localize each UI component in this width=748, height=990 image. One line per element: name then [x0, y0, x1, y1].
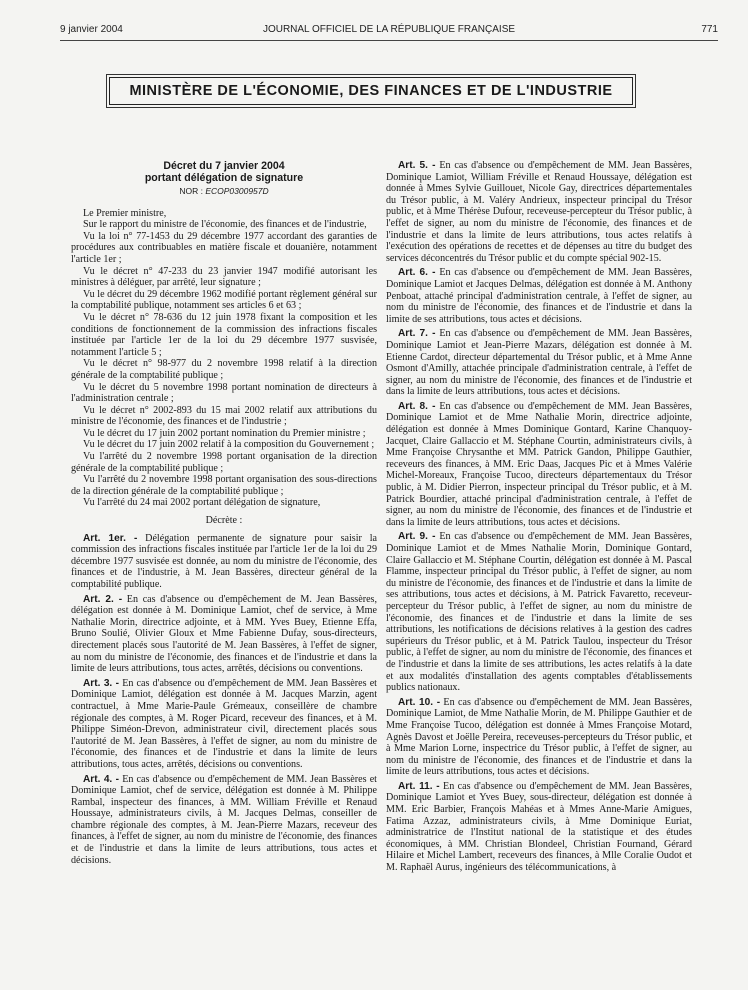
article-label: Art. 6. - — [398, 267, 436, 279]
visa-paragraph: Sur le rapport du ministre de l'économie, des finances et de l'industrie, — [83, 219, 367, 231]
visa-paragraph: Le Premier ministre, — [83, 207, 167, 219]
decree-title — [71, 160, 377, 184]
nor-reference — [71, 186, 377, 198]
article-4 — [71, 774, 377, 867]
right-column — [386, 160, 692, 874]
article-7 — [386, 328, 692, 398]
article-label: Art. 2. - — [83, 593, 123, 605]
article-text: En cas d'absence ou d'empêchement de MM. Jean Bassères et Dominique Lamiot, chef de service, délégation est donnée à M. Philippe Rambal, inspecteur des finances, à MM. William Fréville et Renaud Houssaye, administrateurs civils, à M. Jacques Delmas, conseiller de chambre régionale des comptes, à M. Jean-Pierre Mazars, receveur des finances, à l'effet de signer, au nom du ministre de l'économie, des finances et de l'industrie et dans la limite de leurs attributions, tous actes et décisions. — [71, 773, 377, 866]
article-text: En cas d'absence ou d'empêchement de MM. Jean Bassères, Dominique Lamiot et de Mme Nathalie Morin, directrice adjointe, délégation est donnée à Mmes Dominique Gontard, Karine Chanquoy-Jacquet, Claire Gallaccio et M. Stéphane Courtin, administrateurs civils, à Mme Françoise Chrysanthe et MM. Patrick Gandon, Philippe Gauthier, receveurs des finances, à MM. Eric Daas, Jacques Pic et à Mmes Valérie Michel-Moreaux, Françoise Tucoo, directeurs départementaux du Trésor public, à M. Didier Pierron, inspecteur principal du Trésor public, et à M. Patrick Bourdier, attaché principal d'administration centrale, à l'effet de signer, au nom du ministre de l'économie, des finances et de l'industrie et dans la limite de leurs attributions, tous actes et décisions. — [386, 400, 692, 528]
article-8 — [386, 401, 692, 529]
visa-paragraph: Vu le décret n° 47-233 du 23 janvier 1947 modifié autorisant les ministres à déléguer, par arrêté, leur signature ; — [71, 265, 377, 289]
header-date: 9 janvier 2004 — [60, 24, 123, 35]
article-text: En cas d'absence ou d'empêchement de MM. Jean Bassères, Dominique Lamiot et Jean-Pierre Mazars, délégation est donnée à M. Etienne Cardot, directeur départemental du Trésor public, et à Mme Anne Osmont d'Amilly, attachée principale d'administration centrale, à l'effet de signer, au nom du ministre de l'économie, des finances et de l'industrie et dans la limite de leurs attributions, tous actes et décisions. — [386, 328, 692, 398]
visa-paragraph: Vu le décret n° 2002-893 du 15 mai 2002 relatif aux attributions du ministre de l'économie, des finances et de l'industrie ; — [71, 404, 377, 428]
article-text: En cas d'absence ou d'empêchement de MM. Jean Bassères, Dominique Lamiot et Yves Buey, sous-directeur, délégation est donnée à MM. Eric Barbier, François Mahéas et à Mmes Anne-Marie Amigues, Fatima Azzaz, administrateurs civils, à Mme Dominique Euriat, administratrice de l'Institut national de la statistique et des études économiques, à MM. Christian Blondeel, Christian Fournand, Gérard Hilaire et Michel Lambert, receveurs des finances, à Mlle Coralie Oudot et M. Raphaël Aurus, ingénieurs des télécommunications, à — [386, 780, 693, 874]
nor-label: NOR : — [179, 186, 203, 196]
decrete-heading: Décrète : — [205, 515, 243, 527]
article-6 — [386, 267, 692, 325]
article-text: Délégation permanente de signature pour saisir la commission des infractions fiscales instituée par l'article 1er de la loi du 29 décembre 1977 susvisée est donnée, au nom du ministre de l'économie, des finances et de l'industrie, à M. Jean Bassères, directeur général de la comptabilité publique. — [71, 532, 377, 590]
article-text: En cas d'absence ou d'empêchement de MM. Jean Bassères, Dominique Lamiot, William Fréville et Renaud Houssaye, délégation est donnée à Mmes Sylvie Guillouet, Nicole Gay, directrices départementales du Trésor public, à M. Valéry Andrieux, inspecteur principal du Trésor public, et à Mme Thérèse Dufour, receveuse-percepteur du Trésor public, à l'effet de signer, au nom du ministre de l'économie, des finances et de l'industrie et dans la limite de leurs attributions, tous actes relatifs à l'exécution des opérations de recettes et de dépenses au titre du budget des services déconcentrés du Trésor public et du compte spécial 902-15. — [386, 160, 692, 264]
article-11 — [386, 781, 692, 874]
decree-title-line2: portant délégation de signature — [144, 172, 304, 184]
article-text: En cas d'absence ou d'empêchement de M. Jean Bassères, délégation est donnée à M. Dominique Lamiot, chef de service, à Mme Nathalie Morin, directrice adjointe, et à MM. Yves Buey, Etienne Effa, Bruno Soulié, Olivier Gloux et Mme Fabienne Dufay, sous-directeurs, directement placés sous l'autorité de M. Jean Bassères, à l'effet de signer, au nom du ministre de l'économie, des finances et de l'industrie et dans la limite de leurs attributions, tous actes, arrêtés, décisions ou conventions. — [71, 593, 377, 675]
article-2 — [71, 594, 377, 675]
article-label: Art. 10. - — [398, 696, 441, 708]
article-text: En cas d'absence ou d'empêchement de MM. Jean Bassères, Dominique Lamiot, de Mme Nathalie Morin, de M. Philippe Gauthier et de Mme Françoise Tucoo, délégation est donnée à Mmes Françoise Motard, Agnès Davost et Joëlle Pereira, receveuses-percepteurs du Trésor public, et à Mme Marion Lorne, inspectrice du Trésor public, à l'effet de signer, au nom du ministre de l'économie, des finances et de l'industrie et dans la limite de leurs attributions, tous actes et décisions. — [386, 696, 692, 778]
article-label: Art. 3. - — [83, 677, 120, 689]
article-label: Art. 7. - — [398, 328, 436, 340]
article-label: Art. 5. - — [398, 160, 436, 171]
page-number: 771 — [701, 24, 718, 35]
article-text: En cas d'absence ou d'empêchement de MM. Jean Bassères, Dominique Lamiot et Jacques Delmas, délégation est donnée à M. Anthony Penboat, attaché principal d'administration centrale, à l'effet de signer, au nom du ministre de l'économie, des finances et de l'industrie et dans la limite de ses attributions, tous actes et décisions. — [386, 267, 692, 325]
visa-paragraph: Vu l'arrêté du 24 mai 2002 portant délégation de signature, — [83, 497, 321, 509]
article-text: En cas d'absence ou d'empêchement de MM. Jean Bassères et Dominique Lamiot, délégation est donnée à M. Jacques Marzin, agent contractuel, à Mme Marie-Paule Grémeaux, conseillère de chambre régionale des comptes, à M. Roger Picard, receveur des finances, et à M. Philippe Siméon-Drevon, administrateur civil, directement placés sous l'autorité de M. Jean Bassères, à l'effet de signer, au nom du ministre de l'économie, des finances et de l'industrie et dans la limite de leurs attributions, tous actes, arrêtés, décisions ou conventions. — [71, 677, 377, 770]
article-label: Art. 11. - — [398, 780, 440, 792]
visa-paragraph: Vu le décret du 5 novembre 1998 portant nomination de directeurs à l'administration centrale ; — [71, 381, 377, 405]
visa-paragraph: Vu la loi n° 77-1453 du 29 décembre 1977 accordant des garanties de procédures aux contribuables en matière fiscale et douanière, notamment l'article 1er ; — [71, 230, 377, 265]
visa-paragraph: Vu le décret n° 78-636 du 12 juin 1978 fixant la composition et les conditions de fonctionnement de la commission des infractions fiscales instituée par l'article 1er de la loi du 29 décembre 1977 susvisée, notamment l'article 5 ; — [71, 311, 377, 358]
article-label: Art. 8. - — [398, 400, 436, 412]
article-label: Art. 1er. - — [83, 532, 138, 544]
header-rule — [60, 40, 718, 41]
visa-paragraph: Vu le décret n° 98-977 du 2 novembre 1998 relatif à la direction générale de la comptabilité publique ; — [71, 358, 377, 381]
running-header — [60, 24, 718, 38]
journal-title: JOURNAL OFFICIEL DE LA RÉPUBLIQUE FRANÇAISE — [262, 24, 516, 35]
visa-paragraph: Vu l'arrêté du 2 novembre 1998 portant organisation des sous-directions de la direction générale de la comptabilité publique ; — [71, 474, 377, 497]
article-label: Art. 4. - — [83, 773, 120, 785]
article-3 — [71, 678, 377, 771]
article-10 — [386, 697, 692, 778]
visa-paragraph: Vu le décret du 17 juin 2002 portant nomination du Premier ministre ; — [83, 427, 366, 439]
article-1 — [71, 533, 377, 591]
visas — [71, 208, 377, 509]
ministry-title: MINISTÈRE DE L'ÉCONOMIE, DES FINANCES ET DE L'INDUSTRIE — [109, 77, 633, 105]
nor-code: ECOP0300957D — [205, 186, 269, 196]
visa-paragraph: Vu le décret du 17 juin 2002 relatif à la composition du Gouvernement ; — [83, 439, 375, 451]
visa-paragraph: Vu l'arrêté du 2 novembre 1998 portant organisation de la direction générale de la comptabilité publique ; — [71, 451, 377, 474]
article-5 — [386, 160, 692, 264]
left-column — [71, 160, 377, 866]
ministry-box — [106, 74, 636, 108]
visa-paragraph: Vu le décret du 29 décembre 1962 modifié portant règlement général sur la comptabilité publique, notamment ses articles 6 et 63 ; — [71, 288, 377, 312]
decree-title-line1: Décret du 7 janvier 2004 — [163, 160, 285, 172]
article-label: Art. 9. - — [398, 531, 436, 543]
article-text: En cas d'absence ou d'empêchement de MM. Jean Bassères, Dominique Lamiot et de Mmes Nathalie Morin, Dominique Gontard, Claire Gallaccio et M. Stéphane Courtin, délégation est donnée à M. Pascal Flamme, inspecteur principal du Trésor public, à l'effet de signer, au nom du ministre de l'économie, des finances et de l'industrie et dans la limite de ses attributions, tous actes et décisions, à M. Patrick Favaretto, receveur-percepteur du Trésor public, à l'effet de signer, au nom du ministre de l'économie, des finances et de l'industrie et dans la limite de ses attributions, les notifications de décisions relatives à la gestion des cadres supérieurs du Trésor public, et à M. Patrick Taulou, inspecteur du Trésor public, à l'effet de signer, au nom du ministre de l'économie, des finances et de l'industrie et dans la limite de ses attributions, les actes relatifs à la date et aux modalités d'installation des agents comptables d'établissements publics nationaux. — [386, 531, 692, 694]
article-9 — [386, 531, 692, 693]
